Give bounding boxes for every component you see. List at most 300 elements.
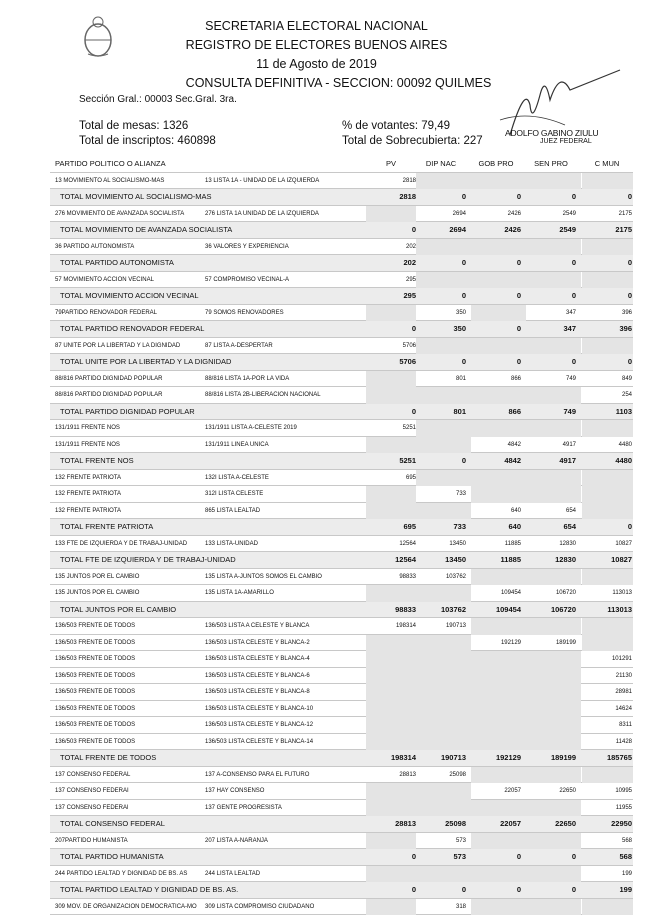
empty-cell-shade — [471, 173, 526, 190]
table-row — [50, 651, 633, 668]
table-row — [50, 668, 633, 685]
empty-cell-shade — [471, 734, 526, 751]
table-row — [50, 338, 633, 355]
vote-count: 198314 — [366, 618, 416, 635]
seccion-general: Sección Gral.: 00003 Sec.Gral. 3ra. — [79, 94, 237, 105]
vote-count: 98833 — [366, 602, 416, 619]
party-name: TOTAL PARTIDO AUTONOMISTA — [60, 255, 245, 272]
vote-count: 4842 — [471, 453, 521, 470]
vote-count: 0 — [582, 354, 632, 371]
vote-count: 0 — [366, 321, 416, 338]
vote-count: 568 — [582, 833, 632, 850]
vote-count: 189199 — [526, 635, 576, 652]
porcentaje-votantes: % de votantes: 79,49 — [342, 120, 450, 132]
empty-cell-shade — [471, 486, 526, 503]
table-subtotal-row — [50, 354, 633, 371]
table-row — [50, 272, 633, 289]
vote-count: 2549 — [526, 222, 576, 239]
vote-count: 113013 — [582, 585, 632, 602]
party-name: 88/816 PARTIDO DIGNIDAD POPULAR — [55, 387, 240, 404]
total-sobrecubierta: Total de Sobrecubierta: 227 — [342, 135, 483, 147]
vote-count: 0 — [416, 255, 466, 272]
vote-count: 11428 — [582, 734, 632, 751]
vote-count: 0 — [582, 255, 632, 272]
vote-count: 0 — [471, 189, 521, 206]
empty-cell-shade — [471, 767, 526, 784]
empty-cell-shade — [526, 767, 581, 784]
vote-count: 801 — [416, 371, 466, 388]
table-body — [50, 173, 633, 915]
party-name: 13 MOVIMIENTO AL SOCIALISMO-MAS — [55, 173, 240, 190]
table-row — [50, 767, 633, 784]
vote-count: 0 — [366, 222, 416, 239]
party-name: TOTAL CONSENSO FEDERAL — [60, 816, 245, 833]
list-name: 136/503 LISTA CELESTE Y BLANCA-6 — [205, 668, 375, 685]
results-table — [50, 156, 633, 915]
vote-count: 202 — [366, 239, 416, 256]
empty-cell-shade — [471, 651, 526, 668]
empty-cell-shade — [526, 717, 581, 734]
empty-cell-shade — [471, 833, 526, 850]
empty-cell-shade — [582, 239, 633, 256]
empty-cell-shade — [471, 420, 526, 437]
table-row — [50, 470, 633, 487]
party-name: TOTAL MOVIMIENTO AL SOCIALISMO-MAS — [60, 189, 245, 206]
party-name: 57 MOVIMIENTO ACCION VECINAL — [55, 272, 240, 289]
header-section: CONSULTA DEFINITIVA - SECCION: 00092 QUILMES — [22, 75, 655, 91]
vote-count: 2694 — [416, 222, 466, 239]
empty-cell-shade — [416, 470, 471, 487]
party-name: 136/503 FRENTE DE TODOS — [55, 651, 240, 668]
table-row — [50, 486, 633, 503]
signature-name: ADOLFO GABINO ZIULU — [505, 128, 599, 138]
empty-cell-shade — [471, 239, 526, 256]
vote-count: 28981 — [582, 684, 632, 701]
table-row — [50, 503, 633, 520]
vote-count: 21130 — [582, 668, 632, 685]
table-row — [50, 833, 633, 850]
party-name: 137 CONSENSO FEDERAl — [55, 800, 240, 817]
col-header-pv: PV — [366, 156, 416, 173]
empty-cell-shade — [471, 899, 526, 915]
vote-count: 4842 — [471, 437, 521, 454]
vote-count: 192129 — [471, 635, 521, 652]
empty-cell-shade — [526, 618, 581, 635]
vote-count: 199 — [582, 882, 632, 899]
table-subtotal-row — [50, 255, 633, 272]
vote-count: 2549 — [526, 206, 576, 223]
empty-cell-shade — [526, 684, 581, 701]
vote-count: 0 — [582, 519, 632, 536]
empty-cell-shade — [582, 272, 633, 289]
vote-count: 109454 — [471, 585, 521, 602]
empty-cell-shade — [471, 470, 526, 487]
col-header-partido: PARTIDO POLITICO O ALIANZA — [55, 156, 240, 173]
list-name: 312I LISTA CELESTE — [205, 486, 375, 503]
party-name: TOTAL FTE DE IZQUIERDA Y DE TRABAJ-UNIDAD — [60, 552, 245, 569]
party-name: TOTAL FRENTE NOS — [60, 453, 245, 470]
vote-count: 0 — [526, 849, 576, 866]
vote-count: 2426 — [471, 206, 521, 223]
empty-cell-shade — [416, 734, 471, 751]
vote-count: 640 — [471, 503, 521, 520]
empty-cell-shade — [416, 437, 471, 454]
empty-cell-shade — [582, 420, 633, 437]
vote-count: 849 — [582, 371, 632, 388]
vote-count: 0 — [366, 882, 416, 899]
empty-cell-shade — [526, 470, 581, 487]
vote-count: 113013 — [582, 602, 632, 619]
vote-count: 5706 — [366, 338, 416, 355]
vote-count: 22650 — [526, 816, 576, 833]
vote-count: 4917 — [526, 437, 576, 454]
table-subtotal-row — [50, 816, 633, 833]
vote-count: 2818 — [366, 189, 416, 206]
vote-count: 189199 — [526, 750, 576, 767]
empty-cell-shade — [416, 717, 471, 734]
empty-cell-shade — [471, 684, 526, 701]
vote-count: 13450 — [416, 552, 466, 569]
vote-count: 13450 — [416, 536, 466, 553]
vote-count: 185765 — [582, 750, 632, 767]
party-name: TOTAL PARTIDO DIGNIDAD POPULAR — [60, 404, 245, 421]
list-name: 136/503 LISTA CELESTE Y BLANCA-10 — [205, 701, 375, 718]
party-name: TOTAL PARTIDO RENOVADOR FEDERAL — [60, 321, 245, 338]
vote-count: 0 — [526, 255, 576, 272]
vote-count: 866 — [471, 371, 521, 388]
table-row — [50, 305, 633, 322]
list-name: 136/503 LISTA CELESTE Y BLANCA-8 — [205, 684, 375, 701]
vote-count: 350 — [416, 305, 466, 322]
table-subtotal-row — [50, 288, 633, 305]
party-name: 137 CONSENSO FEDERAL — [55, 767, 240, 784]
vote-count: 0 — [471, 288, 521, 305]
vote-count: 295 — [366, 272, 416, 289]
table-row — [50, 371, 633, 388]
empty-cell-shade — [471, 668, 526, 685]
vote-count: 0 — [416, 288, 466, 305]
table-subtotal-row — [50, 321, 633, 338]
table-row — [50, 569, 633, 586]
party-name: 132 FRENTE PATRIOTA — [55, 486, 240, 503]
table-row — [50, 420, 633, 437]
party-name: 87 UNITE POR LA LIBERTAD Y LA DIGNIDAD — [55, 338, 240, 355]
party-name: 136/503 FRENTE DE TODOS — [55, 717, 240, 734]
vote-count: 0 — [582, 189, 632, 206]
list-name: 57 COMPROMISO VECINAL-A — [205, 272, 375, 289]
vote-count: 22057 — [471, 783, 521, 800]
party-name: 244 PARTIDO LEALTAD Y DIGNIDAD DE BS. AS — [55, 866, 240, 883]
vote-count: 318 — [416, 899, 466, 915]
vote-count: 0 — [416, 189, 466, 206]
party-name: 133 FTE DE IZQUIERDA Y DE TRABAJ-UNIDAD — [55, 536, 240, 553]
empty-cell-shade — [416, 239, 471, 256]
empty-cell-shade — [416, 387, 471, 404]
empty-cell-shade — [526, 387, 581, 404]
list-name: 276 LISTA 1A UNIDAD DE LA IZQUIERDA — [205, 206, 375, 223]
table-subtotal-row — [50, 519, 633, 536]
empty-cell-shade — [526, 800, 581, 817]
empty-cell-shade — [471, 618, 526, 635]
vote-count: 573 — [416, 833, 466, 850]
empty-cell-shade — [526, 173, 581, 190]
list-name: 309 LISTA COMPROMISO CIUDADANO — [205, 899, 375, 915]
party-name: 276 MOVIMIENTO DE AVANZADA SOCIALISTA — [55, 206, 240, 223]
empty-cell-shade — [582, 635, 633, 652]
vote-count: 12830 — [526, 536, 576, 553]
vote-count: 254 — [582, 387, 632, 404]
party-name: TOTAL PARTIDO LEALTAD Y DIGNIDAD DE BS. AS. — [60, 882, 245, 899]
empty-cell-shade — [526, 701, 581, 718]
empty-cell-shade — [582, 569, 633, 586]
list-name: 135 LISTA A-JUNTOS SOMOS EL CAMBIO — [205, 569, 375, 586]
list-name: 207 LISTA A-NARANJA — [205, 833, 375, 850]
vote-count: 0 — [471, 255, 521, 272]
vote-count: 1103 — [582, 404, 632, 421]
vote-count: 695 — [366, 470, 416, 487]
empty-cell-shade — [582, 618, 633, 635]
party-name: 136/503 FRENTE DE TODOS — [55, 668, 240, 685]
party-name: 131/1911 FRENTE NOS — [55, 437, 240, 454]
empty-cell-shade — [416, 585, 471, 602]
list-name: 865 LISTA LEALTAD — [205, 503, 375, 520]
table-row — [50, 173, 633, 190]
vote-count: 109454 — [471, 602, 521, 619]
vote-count: 2694 — [416, 206, 466, 223]
vote-count: 199 — [582, 866, 632, 883]
table-subtotal-row — [50, 453, 633, 470]
vote-count: 8311 — [582, 717, 632, 734]
table-header — [50, 156, 633, 173]
list-name: 79 SOMOS RENOVADORES — [205, 305, 375, 322]
vote-count: 103762 — [416, 602, 466, 619]
party-name: 36 PARTIDO AUTONOMISTA — [55, 239, 240, 256]
table-row — [50, 635, 633, 652]
vote-count: 25098 — [416, 767, 466, 784]
empty-cell-shade — [526, 569, 581, 586]
vote-count: 295 — [366, 288, 416, 305]
empty-cell-shade — [526, 899, 581, 915]
vote-count: 866 — [471, 404, 521, 421]
table-row — [50, 239, 633, 256]
vote-count: 733 — [416, 519, 466, 536]
list-name: 244 LISTA LEALTAD — [205, 866, 375, 883]
vote-count: 198314 — [366, 750, 416, 767]
vote-count: 5251 — [366, 420, 416, 437]
party-name: TOTAL UNITE POR LA LIBERTAD Y LA DIGNIDAD — [60, 354, 245, 371]
empty-cell-shade — [526, 420, 581, 437]
vote-count: 0 — [526, 882, 576, 899]
list-name: 137 GENTE PROGRESISTA — [205, 800, 375, 817]
empty-cell-shade — [416, 338, 471, 355]
empty-cell-shade — [416, 800, 471, 817]
empty-cell-shade — [526, 272, 581, 289]
empty-cell-shade — [416, 701, 471, 718]
vote-count: 749 — [526, 404, 576, 421]
empty-cell-shade — [416, 783, 471, 800]
vote-count: 12830 — [526, 552, 576, 569]
vote-count: 12564 — [366, 536, 416, 553]
party-name: TOTAL JUNTOS POR EL CAMBIO — [60, 602, 245, 619]
empty-cell-shade — [471, 569, 526, 586]
list-name: 136/503 LISTA CELESTE Y BLANCA-12 — [205, 717, 375, 734]
vote-count: 11955 — [582, 800, 632, 817]
party-name: 309 MOV. DE ORGANIZACION DEMOCRATICA-MO — [55, 899, 240, 915]
party-name: 132 FRENTE PATRIOTA — [55, 470, 240, 487]
empty-cell-shade — [416, 635, 471, 652]
vote-count: 350 — [416, 321, 466, 338]
vote-count: 103762 — [416, 569, 466, 586]
empty-cell-shade — [416, 684, 471, 701]
empty-cell-shade — [582, 338, 633, 355]
list-name: 131/1911 LISTA A-CELESTE 2019 — [205, 420, 375, 437]
empty-cell-shade — [582, 899, 633, 915]
table-row — [50, 684, 633, 701]
table-row — [50, 717, 633, 734]
empty-cell-shade — [416, 503, 471, 520]
empty-cell-shade — [416, 651, 471, 668]
document-header — [0, 0, 633, 160]
vote-count: 0 — [526, 354, 576, 371]
vote-count: 10827 — [582, 536, 632, 553]
party-name: 135 JUNTOS POR EL CAMBIO — [55, 585, 240, 602]
list-name: 136/503 LISTA CELESTE Y BLANCA-4 — [205, 651, 375, 668]
vote-count: 2426 — [471, 222, 521, 239]
vote-count: 22950 — [582, 816, 632, 833]
table-row — [50, 899, 633, 915]
list-name: 137 HAY CONSENSO — [205, 783, 375, 800]
vote-count: 640 — [471, 519, 521, 536]
vote-count: 573 — [416, 849, 466, 866]
party-name: 136/503 FRENTE DE TODOS — [55, 701, 240, 718]
vote-count: 10827 — [582, 552, 632, 569]
vote-count: 396 — [582, 305, 632, 322]
party-name: 207PARTIDO HUMANISTA — [55, 833, 240, 850]
vote-count: 0 — [582, 288, 632, 305]
list-name: 88/816 LISTA 1A-POR LA VIDA — [205, 371, 375, 388]
list-name: 136/503 LISTA CELESTE Y BLANCA-2 — [205, 635, 375, 652]
vote-count: 347 — [526, 305, 576, 322]
party-name: TOTAL MOVIMIENTO ACCION VECINAL — [60, 288, 245, 305]
list-name: 137 A-CONSENSO PARA EL FUTURO — [205, 767, 375, 784]
vote-count: 0 — [526, 189, 576, 206]
list-name: 135 LISTA 1A-AMARILLO — [205, 585, 375, 602]
party-name: 79PARTIDO RENOVADOR FEDERAL — [55, 305, 240, 322]
list-name: 131/1911 LINEA UNICA — [205, 437, 375, 454]
vote-count: 101291 — [582, 651, 632, 668]
vote-count: 0 — [416, 354, 466, 371]
header-title-1: SECRETARIA ELECTORAL NACIONAL — [0, 18, 633, 34]
list-name: 88/816 LISTA 2B-LIBERACION NACIONAL — [205, 387, 375, 404]
empty-cell-shade — [582, 173, 633, 190]
vote-count: 654 — [526, 519, 576, 536]
empty-cell-shade — [582, 767, 633, 784]
vote-count: 2175 — [582, 222, 632, 239]
table-subtotal-row — [50, 404, 633, 421]
table-subtotal-row — [50, 552, 633, 569]
empty-cell-shade — [526, 668, 581, 685]
table-row — [50, 536, 633, 553]
vote-count: 733 — [416, 486, 466, 503]
party-name: 88/816 PARTIDO DIGNIDAD POPULAR — [55, 371, 240, 388]
vote-count: 0 — [471, 849, 521, 866]
vote-count: 347 — [526, 321, 576, 338]
col-header-sen-pro: SEN PRO — [526, 156, 576, 173]
header-date: 11 de Agosto de 2019 — [0, 56, 633, 72]
list-name: 136/503 LISTA A CELESTE Y BLANCA — [205, 618, 375, 635]
table-row — [50, 206, 633, 223]
list-name: 36 VALORES Y EXPERIENCIA — [205, 239, 375, 256]
col-header-c-mun: C MUN — [582, 156, 632, 173]
table-row — [50, 437, 633, 454]
vote-count: 28813 — [366, 816, 416, 833]
party-name: 135 JUNTOS POR EL CAMBIO — [55, 569, 240, 586]
table-row — [50, 618, 633, 635]
empty-cell-shade — [471, 272, 526, 289]
vote-count: 4917 — [526, 453, 576, 470]
table-row — [50, 783, 633, 800]
party-name: TOTAL FRENTE DE TODOS — [60, 750, 245, 767]
party-name: 137 CONSENSO FEDERAI — [55, 783, 240, 800]
vote-count: 10995 — [582, 783, 632, 800]
party-name: TOTAL MOVIMIENTO DE AVANZADA SOCIALISTA — [60, 222, 245, 239]
table-subtotal-row — [50, 602, 633, 619]
vote-count: 654 — [526, 503, 576, 520]
vote-count: 190713 — [416, 750, 466, 767]
table-subtotal-row — [50, 189, 633, 206]
table-subtotal-row — [50, 849, 633, 866]
empty-cell-shade — [416, 866, 471, 883]
table-row — [50, 866, 633, 883]
list-name: 136/503 LISTA CELESTE Y BLANCA-14 — [205, 734, 375, 751]
empty-cell-shade — [416, 420, 471, 437]
vote-count: 0 — [416, 882, 466, 899]
empty-cell-shade — [526, 866, 581, 883]
party-name: TOTAL PARTIDO HUMANISTA — [60, 849, 245, 866]
vote-count: 11885 — [471, 552, 521, 569]
vote-count: 22057 — [471, 816, 521, 833]
empty-cell-shade — [526, 239, 581, 256]
empty-cell-shade — [526, 651, 581, 668]
table-row — [50, 585, 633, 602]
total-inscriptos: Total de inscriptos: 460898 — [79, 135, 216, 147]
vote-count: 22650 — [526, 783, 576, 800]
empty-cell-shade — [526, 486, 581, 503]
vote-count: 568 — [582, 849, 632, 866]
table-subtotal-row — [50, 882, 633, 899]
empty-cell-shade — [471, 866, 526, 883]
total-mesas: Total de mesas: 1326 — [79, 120, 188, 132]
vote-count: 0 — [366, 404, 416, 421]
empty-cell-shade — [471, 338, 526, 355]
vote-count: 0 — [471, 354, 521, 371]
party-name: TOTAL FRENTE PATRIOTA — [60, 519, 245, 536]
empty-cell-shade — [416, 272, 471, 289]
col-header-gob-pro: GOB PRO — [471, 156, 521, 173]
vote-count: 0 — [416, 453, 466, 470]
vote-count: 2818 — [366, 173, 416, 190]
party-name: 131/1911 FRENTE NOS — [55, 420, 240, 437]
list-name: 13 LISTA 1A - UNIDAD DE LA IZQUIERDA — [205, 173, 375, 190]
vote-count: 190713 — [416, 618, 466, 635]
empty-cell-shade — [471, 305, 526, 322]
empty-cell-shade — [582, 503, 633, 520]
header-title-2: REGISTRO DE ELECTORES BUENOS AIRES — [0, 37, 633, 53]
list-name: 133 LISTA-UNIDAD — [205, 536, 375, 553]
table-row — [50, 701, 633, 718]
party-name: 136/503 FRENTE DE TODOS — [55, 618, 240, 635]
empty-cell-shade — [416, 173, 471, 190]
